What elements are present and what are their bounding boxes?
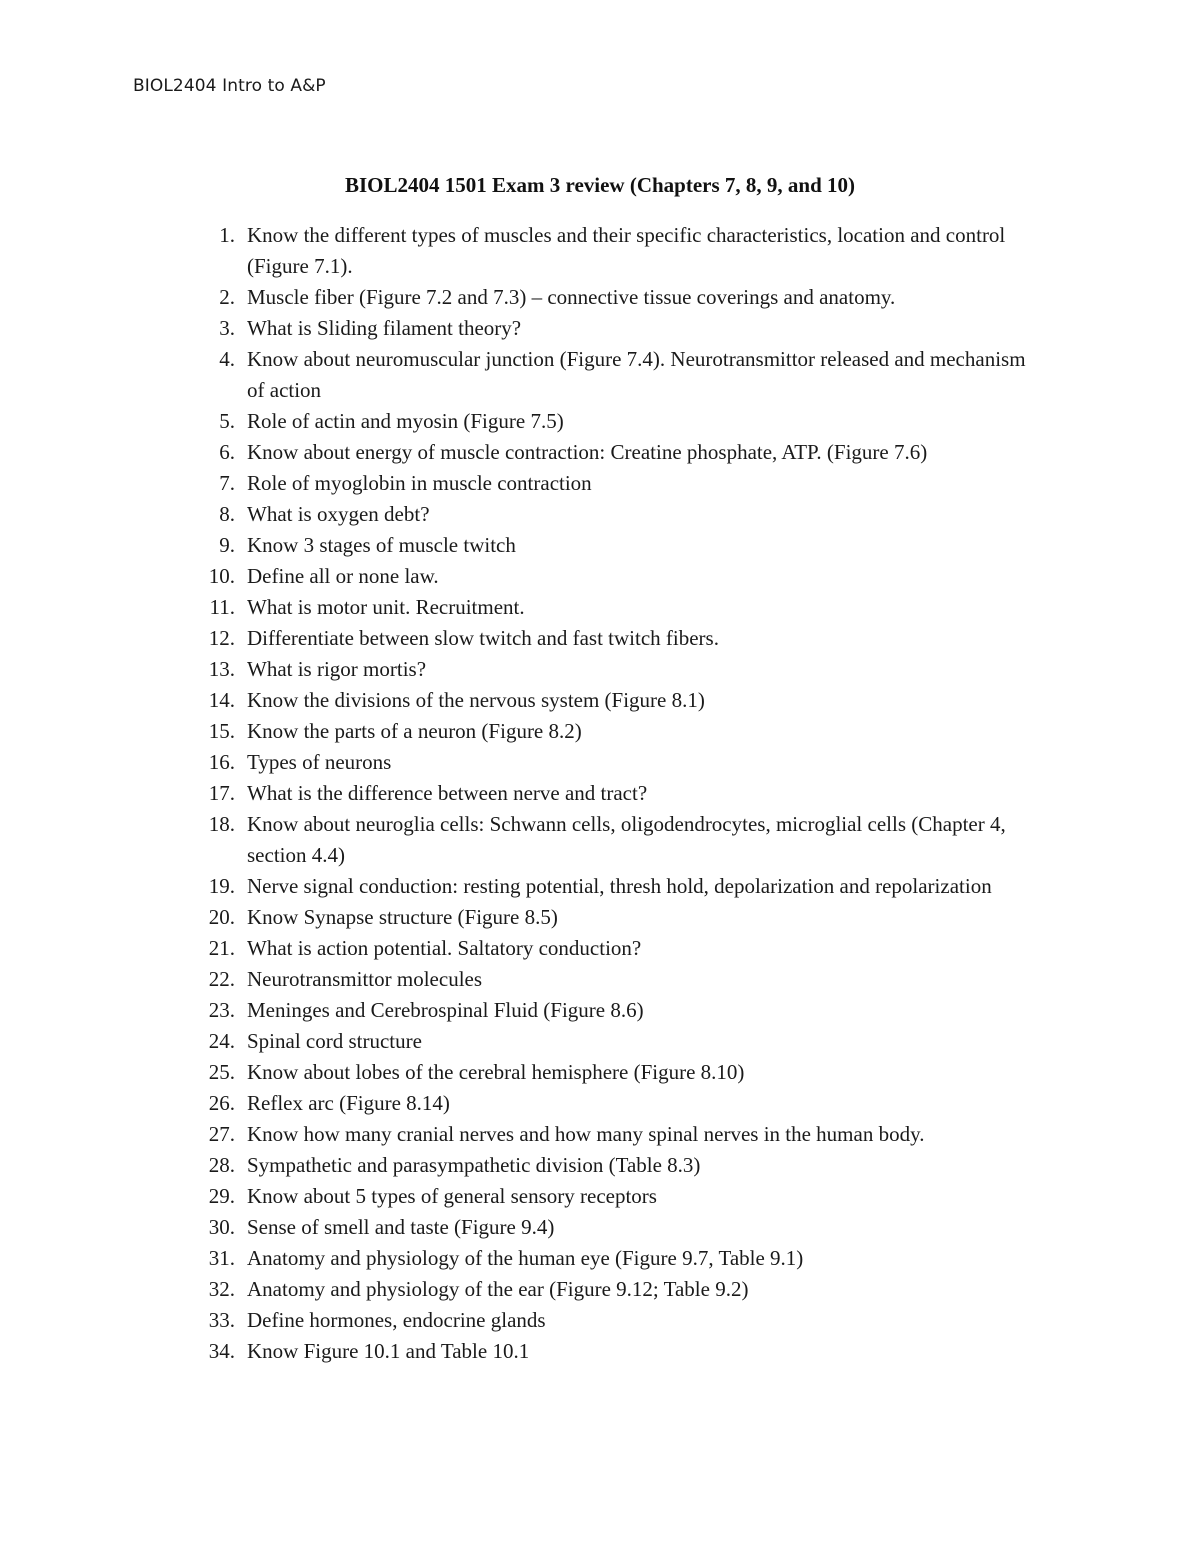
list-item-number: 32. (208, 1277, 235, 1301)
list-item-number: 30. (208, 1215, 235, 1239)
list-item-text: Know Figure 10.1 and Table 10.1 (247, 1339, 530, 1363)
list-item-number: 23. (208, 998, 235, 1022)
list-item-number: 19. (208, 874, 235, 898)
list-item-number: 20. (208, 905, 235, 929)
list-item-number: 10. (208, 564, 235, 588)
list-item (0, 220, 1047, 282)
list-item-text: Define all or none law. (247, 564, 439, 588)
list-item-text: Reflex arc (Figure 8.14) (247, 1091, 450, 1115)
list-item-text: Meninges and Cerebrospinal Fluid (Figure 8.6) (247, 998, 644, 1022)
list-item-text: Muscle fiber (Figure 7.2 and 7.3) – connective tissue coverings and anatomy. (247, 285, 896, 309)
list-item-number: 25. (208, 1060, 235, 1084)
list-item (0, 437, 1047, 468)
list-item (0, 1119, 1047, 1150)
list-item-text: What is action potential. Saltatory conduction? (247, 936, 642, 960)
list-item-text: Define hormones, endocrine glands (247, 1308, 546, 1332)
list-item-text: Role of myoglobin in muscle contraction (247, 471, 592, 495)
list-item-number: 11. (209, 595, 235, 619)
list-item-number: 13. (208, 657, 235, 681)
list-item (0, 1150, 1047, 1181)
list-item-number: 17. (208, 781, 235, 805)
list-item-number: 28. (208, 1153, 235, 1177)
list-item (0, 468, 1047, 499)
list-item-number: 34. (208, 1339, 235, 1363)
list-item-number: 4. (219, 347, 235, 371)
list-item-number: 21. (208, 936, 235, 960)
list-item-number: 31. (208, 1246, 235, 1270)
list-item (0, 1243, 1047, 1274)
list-item-text: Anatomy and physiology of the ear (Figure 9.12; Table 9.2) (247, 1277, 749, 1301)
list-item-text: Types of neurons (247, 750, 392, 774)
list-item-text: Know the different types of muscles and their specific characteristics, location and control (Figure 7.1). (247, 223, 1006, 278)
list-item-text: Know about neuromuscular junction (Figure 7.4). Neurotransmittor released and mechanism of action (247, 347, 1026, 402)
list-item-text: Differentiate between slow twitch and fast twitch fibers. (247, 626, 719, 650)
list-item-number: 18. (208, 812, 235, 836)
list-item-text: What is the difference between nerve and tract? (247, 781, 648, 805)
list-item (0, 964, 1047, 995)
list-item-number: 9. (219, 533, 235, 557)
list-item (0, 747, 1047, 778)
list-item (0, 1212, 1047, 1243)
list-item-number: 24. (208, 1029, 235, 1053)
list-item-number: 6. (219, 440, 235, 464)
list-item (0, 685, 1047, 716)
list-item-text: Know the parts of a neuron (Figure 8.2) (247, 719, 582, 743)
list-item-text: What is oxygen debt? (247, 502, 430, 526)
list-item (0, 1336, 1047, 1367)
page-title: BIOL2404 1501 Exam 3 review (Chapters 7, 8, 9, and 10) (344, 173, 856, 197)
list-item-text: Know the divisions of the nervous system (Figure 8.1) (247, 688, 705, 712)
list-item (0, 1181, 1047, 1212)
review-question-list (0, 220, 1047, 1367)
list-item-text: Anatomy and physiology of the human eye (Figure 9.7, Table 9.1) (247, 1246, 804, 1270)
list-item (0, 654, 1047, 685)
page-header: BIOL2404 Intro to A&P (133, 76, 326, 96)
list-item-number: 16. (208, 750, 235, 774)
list-item-text: Know about lobes of the cerebral hemisphere (Figure 8.10) (247, 1060, 745, 1084)
list-item-number: 3. (219, 316, 235, 340)
list-item (0, 1088, 1047, 1119)
list-item-text: Sympathetic and parasympathetic division (Table 8.3) (247, 1153, 701, 1177)
list-item (0, 561, 1047, 592)
list-item (0, 1305, 1047, 1336)
list-item-number: 33. (208, 1308, 235, 1332)
list-item-number: 22. (208, 967, 235, 991)
list-item-number: 2. (219, 285, 235, 309)
list-item-text: Nerve signal conduction: resting potential, thresh hold, depolarization and repolarization (247, 874, 992, 898)
list-item-text: Sense of smell and taste (Figure 9.4) (247, 1215, 555, 1239)
list-item (0, 592, 1047, 623)
list-item-text: Know about energy of muscle contraction: Creatine phosphate, ATP. (Figure 7.6) (247, 440, 928, 464)
list-item (0, 1274, 1047, 1305)
list-item (0, 809, 1047, 871)
list-item-text: What is motor unit. Recruitment. (247, 595, 525, 619)
list-item (0, 778, 1047, 809)
list-item-text: What is rigor mortis? (247, 657, 427, 681)
list-item-number: 26. (208, 1091, 235, 1115)
list-item (0, 406, 1047, 437)
list-item (0, 995, 1047, 1026)
list-item-text: Neurotransmittor molecules (247, 967, 483, 991)
list-item (0, 716, 1047, 747)
list-item-text: Know about 5 types of general sensory receptors (247, 1184, 657, 1208)
list-item-number: 27. (208, 1122, 235, 1146)
list-item-number: 1. (219, 223, 235, 247)
list-item-number: 15. (208, 719, 235, 743)
list-item-number: 29. (208, 1184, 235, 1208)
list-item-text: Know 3 stages of muscle twitch (247, 533, 516, 557)
list-item (0, 871, 1047, 902)
list-item (0, 530, 1047, 561)
list-item (0, 902, 1047, 933)
list-item (0, 623, 1047, 654)
list-item-text: Know about neuroglia cells: Schwann cells, oligodendrocytes, microglial cells (Chapter 4, section 4.4) (247, 812, 1006, 867)
list-item-number: 7. (219, 471, 235, 495)
list-item-text: Role of actin and myosin (Figure 7.5) (247, 409, 564, 433)
list-item (0, 1026, 1047, 1057)
list-item-text: Know how many cranial nerves and how many spinal nerves in the human body. (247, 1122, 925, 1146)
list-item-text: What is Sliding filament theory? (247, 316, 522, 340)
list-item (0, 344, 1047, 406)
list-item-number: 5. (219, 409, 235, 433)
list-item (0, 933, 1047, 964)
list-item-text: Spinal cord structure (247, 1029, 422, 1053)
list-item-text: Know Synapse structure (Figure 8.5) (247, 905, 558, 929)
list-item (0, 499, 1047, 530)
list-item (0, 282, 1047, 313)
list-item (0, 313, 1047, 344)
list-item (0, 1057, 1047, 1088)
list-item-number: 14. (208, 688, 235, 712)
list-item-number: 12. (208, 626, 235, 650)
list-item-number: 8. (219, 502, 235, 526)
